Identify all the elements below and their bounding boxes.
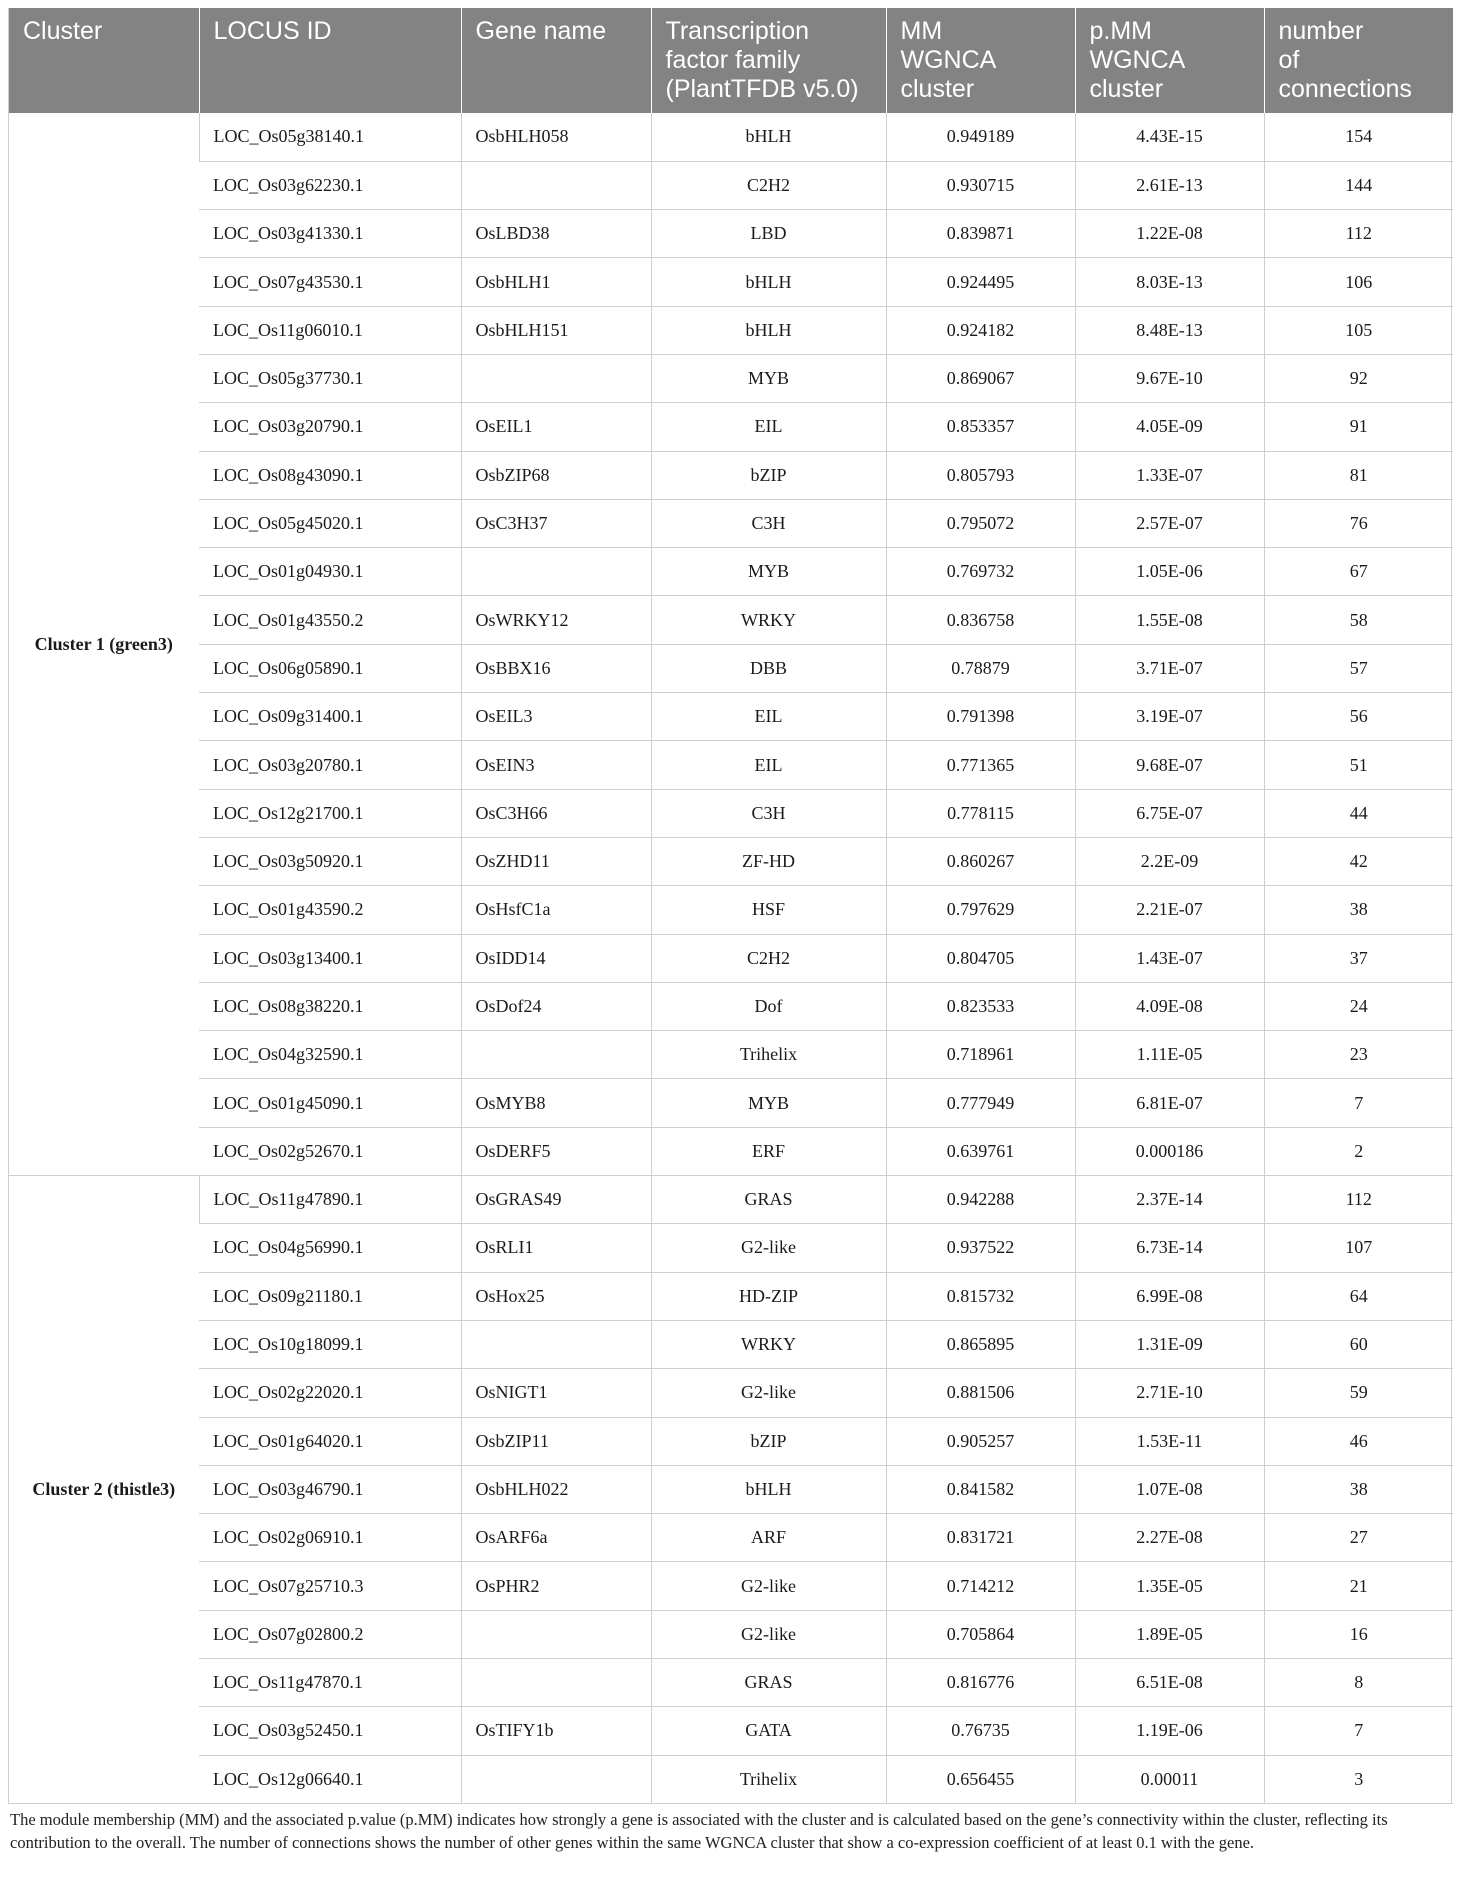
mm-cell: 0.815732 xyxy=(886,1272,1075,1320)
pmm-cell: 2.27E-08 xyxy=(1075,1514,1264,1562)
connections-cell: 38 xyxy=(1264,1465,1453,1513)
mm-cell: 0.816776 xyxy=(886,1659,1075,1707)
mm-cell: 0.841582 xyxy=(886,1465,1075,1513)
connections-cell: 44 xyxy=(1264,789,1453,837)
pmm-cell: 1.22E-08 xyxy=(1075,210,1264,258)
header-line: WGNCA xyxy=(1089,46,1186,74)
locus-id-cell: LOC_Os03g52450.1 xyxy=(199,1707,461,1755)
table-row xyxy=(9,1465,1453,1513)
table-row xyxy=(9,1079,1453,1127)
header-locus-id xyxy=(199,8,461,113)
gene-name-cell xyxy=(461,1755,651,1803)
mm-cell: 0.656455 xyxy=(886,1755,1075,1803)
locus-id-cell: LOC_Os07g02800.2 xyxy=(199,1610,461,1658)
tf-family-cell: EIL xyxy=(651,741,886,789)
mm-cell: 0.795072 xyxy=(886,499,1075,547)
connections-cell: 42 xyxy=(1264,837,1453,885)
table-row xyxy=(9,934,1453,982)
tf-family-cell: bHLH xyxy=(651,306,886,354)
locus-id-cell: LOC_Os09g21180.1 xyxy=(199,1272,461,1320)
table-row xyxy=(9,1417,1453,1465)
header-line: Transcription xyxy=(665,17,810,45)
locus-id-cell: LOC_Os11g06010.1 xyxy=(199,306,461,354)
mm-cell: 0.76735 xyxy=(886,1707,1075,1755)
connections-cell: 154 xyxy=(1264,113,1453,161)
gene-name-cell: OsbHLH1 xyxy=(461,258,651,306)
mm-cell: 0.778115 xyxy=(886,789,1075,837)
locus-id-cell: LOC_Os03g50920.1 xyxy=(199,837,461,885)
gene-name-cell: OsWRKY12 xyxy=(461,596,651,644)
connections-cell: 46 xyxy=(1264,1417,1453,1465)
pmm-cell: 1.53E-11 xyxy=(1075,1417,1264,1465)
gene-name-cell: OsIDD14 xyxy=(461,934,651,982)
table-row xyxy=(9,210,1453,258)
gene-name-cell: OsbHLH058 xyxy=(461,113,651,161)
tf-family-cell: Trihelix xyxy=(651,1755,886,1803)
gene-name-cell: OsbHLH151 xyxy=(461,306,651,354)
mm-cell: 0.718961 xyxy=(886,1031,1075,1079)
locus-id-cell: LOC_Os03g20790.1 xyxy=(199,403,461,451)
header-pmm xyxy=(1075,8,1264,113)
header-mm xyxy=(886,8,1075,113)
tf-family-cell: MYB xyxy=(651,548,886,596)
tf-family-cell: bZIP xyxy=(651,451,886,499)
connections-cell: 92 xyxy=(1264,354,1453,402)
pmm-cell: 0.000186 xyxy=(1075,1127,1264,1175)
gene-name-cell: OsNIGT1 xyxy=(461,1369,651,1417)
mm-cell: 0.865895 xyxy=(886,1320,1075,1368)
gene-name-cell: OsTIFY1b xyxy=(461,1707,651,1755)
locus-id-cell: LOC_Os03g41330.1 xyxy=(199,210,461,258)
gene-name-cell: OsDERF5 xyxy=(461,1127,651,1175)
header-line: LOCUS ID xyxy=(213,17,332,45)
table-row xyxy=(9,548,1453,596)
gene-name-cell: OsEIL3 xyxy=(461,693,651,741)
table-row xyxy=(9,886,1453,934)
header-line: connections xyxy=(1278,75,1412,103)
table-row xyxy=(9,306,1453,354)
pmm-cell: 1.11E-05 xyxy=(1075,1031,1264,1079)
gene-name-cell xyxy=(461,1610,651,1658)
locus-id-cell: LOC_Os01g04930.1 xyxy=(199,548,461,596)
gene-name-cell: OsEIL1 xyxy=(461,403,651,451)
gene-name-cell: OsZHD11 xyxy=(461,837,651,885)
locus-id-cell: LOC_Os05g38140.1 xyxy=(199,113,461,161)
tf-family-cell: ZF-HD xyxy=(651,837,886,885)
gene-name-cell xyxy=(461,1320,651,1368)
gene-name-cell xyxy=(461,1659,651,1707)
tf-family-cell: EIL xyxy=(651,403,886,451)
table-row xyxy=(9,1514,1453,1562)
connections-cell: 38 xyxy=(1264,886,1453,934)
mm-cell: 0.78879 xyxy=(886,644,1075,692)
table-row xyxy=(9,1031,1453,1079)
tf-family-cell: bHLH xyxy=(651,258,886,306)
tf-family-cell: Trihelix xyxy=(651,1031,886,1079)
mm-cell: 0.805793 xyxy=(886,451,1075,499)
pmm-cell: 1.89E-05 xyxy=(1075,1610,1264,1658)
mm-cell: 0.949189 xyxy=(886,113,1075,161)
gene-name-cell: OsEIN3 xyxy=(461,741,651,789)
tf-family-cell: GRAS xyxy=(651,1659,886,1707)
pmm-cell: 9.68E-07 xyxy=(1075,741,1264,789)
gene-name-cell: OsbHLH022 xyxy=(461,1465,651,1513)
connections-cell: 21 xyxy=(1264,1562,1453,1610)
header-line: number xyxy=(1278,17,1364,45)
connections-cell: 105 xyxy=(1264,306,1453,354)
connections-cell: 16 xyxy=(1264,1610,1453,1658)
table-row xyxy=(9,789,1453,837)
connections-cell: 81 xyxy=(1264,451,1453,499)
table-row xyxy=(9,1320,1453,1368)
connections-cell: 76 xyxy=(1264,499,1453,547)
table-row xyxy=(9,1610,1453,1658)
tf-family-cell: G2-like xyxy=(651,1610,886,1658)
header-row xyxy=(9,8,1453,113)
tf-family-cell: G2-like xyxy=(651,1224,886,1272)
gene-name-cell: OsC3H66 xyxy=(461,789,651,837)
header-line: cluster xyxy=(1089,75,1164,103)
locus-id-cell: LOC_Os02g06910.1 xyxy=(199,1514,461,1562)
locus-id-cell: LOC_Os11g47890.1 xyxy=(199,1176,461,1224)
mm-cell: 0.771365 xyxy=(886,741,1075,789)
gene-name-cell: OsMYB8 xyxy=(461,1079,651,1127)
table-row xyxy=(9,741,1453,789)
locus-id-cell: LOC_Os05g45020.1 xyxy=(199,499,461,547)
pmm-cell: 1.43E-07 xyxy=(1075,934,1264,982)
table-footnote: The module membership (MM) and the associated p.value (p.MM) indicates how strongly a gene is associated with the cluster and is calculated based on the gene’s connectivity within the cluster, reflecting its contribution to the overall. The number of connections shows the number of other genes within the same WGNCA cluster that show a co-expression coefficient of at least 0.1 with the gene. xyxy=(10,1809,1388,1852)
tf-family-cell: C2H2 xyxy=(651,934,886,982)
mm-cell: 0.860267 xyxy=(886,837,1075,885)
connections-cell: 23 xyxy=(1264,1031,1453,1079)
header-line: (PlantTFDB v5.0) xyxy=(665,75,859,103)
pmm-cell: 1.35E-05 xyxy=(1075,1562,1264,1610)
table-row xyxy=(9,1755,1453,1803)
header-tf-family xyxy=(651,8,886,113)
table-row xyxy=(9,1224,1453,1272)
connections-cell: 7 xyxy=(1264,1079,1453,1127)
locus-id-cell: LOC_Os11g47870.1 xyxy=(199,1659,461,1707)
gene-name-cell: OsbZIP68 xyxy=(461,451,651,499)
table-row xyxy=(9,837,1453,885)
pmm-cell: 1.33E-07 xyxy=(1075,451,1264,499)
header-cluster xyxy=(9,8,199,113)
cluster-label: Cluster 1 (green3) xyxy=(9,113,199,1176)
locus-id-cell: LOC_Os02g22020.1 xyxy=(199,1369,461,1417)
locus-id-cell: LOC_Os12g21700.1 xyxy=(199,789,461,837)
tf-family-cell: MYB xyxy=(651,1079,886,1127)
tf-family-cell: bZIP xyxy=(651,1417,886,1465)
table-row xyxy=(9,1562,1453,1610)
gene-name-cell xyxy=(461,161,651,209)
mm-cell: 0.942288 xyxy=(886,1176,1075,1224)
locus-id-cell: LOC_Os03g46790.1 xyxy=(199,1465,461,1513)
tf-family-cell: HD-ZIP xyxy=(651,1272,886,1320)
mm-cell: 0.869067 xyxy=(886,354,1075,402)
connections-cell: 27 xyxy=(1264,1514,1453,1562)
header-line: of xyxy=(1278,46,1300,74)
pmm-cell: 2.61E-13 xyxy=(1075,161,1264,209)
header-line: WGNCA xyxy=(900,46,997,74)
locus-id-cell: LOC_Os12g06640.1 xyxy=(199,1755,461,1803)
pmm-cell: 6.51E-08 xyxy=(1075,1659,1264,1707)
locus-id-cell: LOC_Os08g43090.1 xyxy=(199,451,461,499)
tf-family-cell: C3H xyxy=(651,499,886,547)
locus-id-cell: LOC_Os04g32590.1 xyxy=(199,1031,461,1079)
pmm-cell: 4.05E-09 xyxy=(1075,403,1264,451)
connections-cell: 112 xyxy=(1264,1176,1453,1224)
tf-family-cell: GATA xyxy=(651,1707,886,1755)
mm-cell: 0.930715 xyxy=(886,161,1075,209)
pmm-cell: 0.00011 xyxy=(1075,1755,1264,1803)
mm-cell: 0.797629 xyxy=(886,886,1075,934)
table-row xyxy=(9,1707,1453,1755)
header-line: Gene name xyxy=(475,17,607,45)
pmm-cell: 1.31E-09 xyxy=(1075,1320,1264,1368)
table-row xyxy=(9,451,1453,499)
connections-cell: 64 xyxy=(1264,1272,1453,1320)
gene-name-cell: OsPHR2 xyxy=(461,1562,651,1610)
pmm-cell: 6.81E-07 xyxy=(1075,1079,1264,1127)
table-row xyxy=(9,1272,1453,1320)
tf-family-cell: GRAS xyxy=(651,1176,886,1224)
mm-cell: 0.924495 xyxy=(886,258,1075,306)
table-row xyxy=(9,258,1453,306)
mm-cell: 0.937522 xyxy=(886,1224,1075,1272)
pmm-cell: 8.48E-13 xyxy=(1075,306,1264,354)
pmm-cell: 2.37E-14 xyxy=(1075,1176,1264,1224)
connections-cell: 8 xyxy=(1264,1659,1453,1707)
tf-family-cell: bHLH xyxy=(651,113,886,161)
pmm-cell: 1.07E-08 xyxy=(1075,1465,1264,1513)
gene-name-cell: OsbZIP11 xyxy=(461,1417,651,1465)
pmm-cell: 2.2E-09 xyxy=(1075,837,1264,885)
tf-family-cell: G2-like xyxy=(651,1369,886,1417)
connections-cell: 51 xyxy=(1264,741,1453,789)
tf-family-cell: ARF xyxy=(651,1514,886,1562)
connections-cell: 91 xyxy=(1264,403,1453,451)
locus-id-cell: LOC_Os07g25710.3 xyxy=(199,1562,461,1610)
mm-cell: 0.823533 xyxy=(886,982,1075,1030)
locus-id-cell: LOC_Os01g43590.2 xyxy=(199,886,461,934)
locus-id-cell: LOC_Os08g38220.1 xyxy=(199,982,461,1030)
table-frame xyxy=(8,8,1452,1804)
locus-id-cell: LOC_Os03g20780.1 xyxy=(199,741,461,789)
header-gene-name xyxy=(461,8,651,113)
mm-cell: 0.769732 xyxy=(886,548,1075,596)
tf-family-cell: C2H2 xyxy=(651,161,886,209)
connections-cell: 59 xyxy=(1264,1369,1453,1417)
table-row xyxy=(9,596,1453,644)
mm-cell: 0.881506 xyxy=(886,1369,1075,1417)
header-connections xyxy=(1264,8,1453,113)
gene-name-cell: OsDof24 xyxy=(461,982,651,1030)
pmm-cell: 4.09E-08 xyxy=(1075,982,1264,1030)
mm-cell: 0.836758 xyxy=(886,596,1075,644)
locus-id-cell: LOC_Os04g56990.1 xyxy=(199,1224,461,1272)
connections-cell: 37 xyxy=(1264,934,1453,982)
locus-id-cell: LOC_Os02g52670.1 xyxy=(199,1127,461,1175)
pmm-cell: 3.19E-07 xyxy=(1075,693,1264,741)
table-row xyxy=(9,499,1453,547)
mm-cell: 0.639761 xyxy=(886,1127,1075,1175)
gene-name-cell xyxy=(461,1031,651,1079)
pmm-cell: 2.57E-07 xyxy=(1075,499,1264,547)
table-row xyxy=(9,161,1453,209)
gene-name-cell: OsBBX16 xyxy=(461,644,651,692)
pmm-cell: 2.21E-07 xyxy=(1075,886,1264,934)
table-row xyxy=(9,1127,1453,1175)
tf-family-cell: MYB xyxy=(651,354,886,402)
table-row xyxy=(9,982,1453,1030)
connections-cell: 2 xyxy=(1264,1127,1453,1175)
pmm-cell: 6.99E-08 xyxy=(1075,1272,1264,1320)
mm-cell: 0.804705 xyxy=(886,934,1075,982)
locus-id-cell: LOC_Os03g62230.1 xyxy=(199,161,461,209)
locus-id-cell: LOC_Os03g13400.1 xyxy=(199,934,461,982)
connections-cell: 7 xyxy=(1264,1707,1453,1755)
pmm-cell: 8.03E-13 xyxy=(1075,258,1264,306)
locus-id-cell: LOC_Os10g18099.1 xyxy=(199,1320,461,1368)
mm-cell: 0.791398 xyxy=(886,693,1075,741)
table-row xyxy=(9,113,1453,161)
pmm-cell: 6.75E-07 xyxy=(1075,789,1264,837)
header-line: MM xyxy=(900,17,943,45)
connections-cell: 56 xyxy=(1264,693,1453,741)
table-row xyxy=(9,1659,1453,1707)
tf-family-cell: Dof xyxy=(651,982,886,1030)
table-row xyxy=(9,403,1453,451)
table-row xyxy=(9,1176,1453,1224)
header-line: p.MM xyxy=(1089,17,1152,45)
gene-name-cell: OsGRAS49 xyxy=(461,1176,651,1224)
gene-name-cell: OsRLI1 xyxy=(461,1224,651,1272)
pmm-cell: 4.43E-15 xyxy=(1075,113,1264,161)
connections-cell: 106 xyxy=(1264,258,1453,306)
tf-family-cell: C3H xyxy=(651,789,886,837)
locus-id-cell: LOC_Os05g37730.1 xyxy=(199,354,461,402)
header-line: cluster xyxy=(900,75,975,103)
table-row xyxy=(9,1369,1453,1417)
gene-name-cell: OsLBD38 xyxy=(461,210,651,258)
pmm-cell: 2.71E-10 xyxy=(1075,1369,1264,1417)
connections-cell: 107 xyxy=(1264,1224,1453,1272)
pmm-cell: 1.19E-06 xyxy=(1075,1707,1264,1755)
tf-family-cell: bHLH xyxy=(651,1465,886,1513)
cluster-label: Cluster 2 (thistle3) xyxy=(9,1176,199,1804)
locus-id-cell: LOC_Os01g64020.1 xyxy=(199,1417,461,1465)
gene-name-cell: OsARF6a xyxy=(461,1514,651,1562)
connections-cell: 144 xyxy=(1264,161,1453,209)
table-container xyxy=(8,8,1452,1854)
mm-cell: 0.839871 xyxy=(886,210,1075,258)
gene-name-cell: OsHox25 xyxy=(461,1272,651,1320)
connections-cell: 24 xyxy=(1264,982,1453,1030)
tf-family-cell: DBB xyxy=(651,644,886,692)
pmm-cell: 6.73E-14 xyxy=(1075,1224,1264,1272)
locus-id-cell: LOC_Os01g43550.2 xyxy=(199,596,461,644)
connections-cell: 58 xyxy=(1264,596,1453,644)
tf-family-cell: HSF xyxy=(651,886,886,934)
header-line: factor family xyxy=(665,46,801,74)
connections-cell: 112 xyxy=(1264,210,1453,258)
connections-cell: 57 xyxy=(1264,644,1453,692)
pmm-cell: 1.55E-08 xyxy=(1075,596,1264,644)
tf-family-cell: G2-like xyxy=(651,1562,886,1610)
locus-id-cell: LOC_Os06g05890.1 xyxy=(199,644,461,692)
locus-id-cell: LOC_Os01g45090.1 xyxy=(199,1079,461,1127)
mm-cell: 0.924182 xyxy=(886,306,1075,354)
mm-cell: 0.705864 xyxy=(886,1610,1075,1658)
tf-family-cell: ERF xyxy=(651,1127,886,1175)
connections-cell: 3 xyxy=(1264,1755,1453,1803)
transcription-factor-table xyxy=(9,8,1453,1804)
tf-family-cell: LBD xyxy=(651,210,886,258)
table-row xyxy=(9,644,1453,692)
pmm-cell: 3.71E-07 xyxy=(1075,644,1264,692)
mm-cell: 0.905257 xyxy=(886,1417,1075,1465)
tf-family-cell: WRKY xyxy=(651,1320,886,1368)
mm-cell: 0.853357 xyxy=(886,403,1075,451)
gene-name-cell xyxy=(461,548,651,596)
gene-name-cell: OsHsfC1a xyxy=(461,886,651,934)
table-body xyxy=(9,113,1453,1803)
gene-name-cell: OsC3H37 xyxy=(461,499,651,547)
mm-cell: 0.714212 xyxy=(886,1562,1075,1610)
mm-cell: 0.831721 xyxy=(886,1514,1075,1562)
pmm-cell: 9.67E-10 xyxy=(1075,354,1264,402)
table-row xyxy=(9,354,1453,402)
connections-cell: 60 xyxy=(1264,1320,1453,1368)
connections-cell: 67 xyxy=(1264,548,1453,596)
tf-family-cell: WRKY xyxy=(651,596,886,644)
header-line: Cluster xyxy=(23,17,103,45)
gene-name-cell xyxy=(461,354,651,402)
locus-id-cell: LOC_Os09g31400.1 xyxy=(199,693,461,741)
pmm-cell: 1.05E-06 xyxy=(1075,548,1264,596)
locus-id-cell: LOC_Os07g43530.1 xyxy=(199,258,461,306)
table-row xyxy=(9,693,1453,741)
mm-cell: 0.777949 xyxy=(886,1079,1075,1127)
tf-family-cell: EIL xyxy=(651,693,886,741)
